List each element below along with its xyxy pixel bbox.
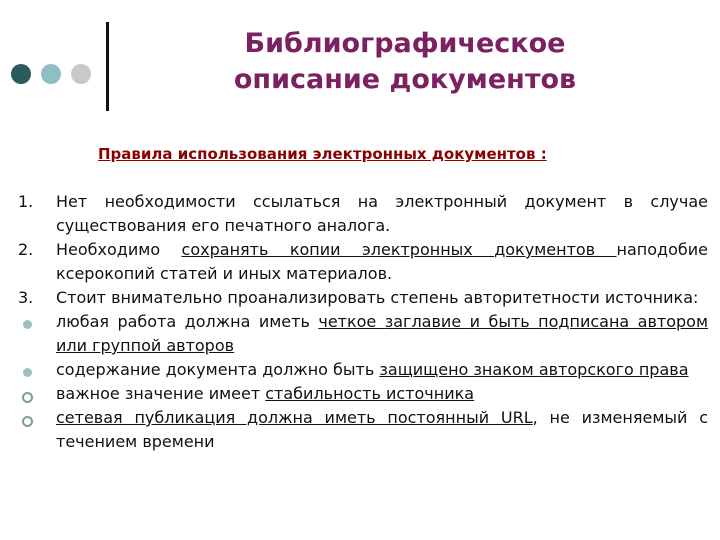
rule-item-1 — [18, 190, 708, 238]
slide-title-line-1: Библиографическое — [244, 28, 566, 59]
rule-text-underlined: подписана автором или группой авторов — [56, 312, 709, 355]
ring-bullet-icon — [22, 392, 33, 403]
rule-bullet-title-and-author — [18, 310, 708, 358]
rule-number: 3. — [18, 288, 34, 307]
slide-title-line-2: описание документов — [233, 64, 577, 95]
rule-text-underlined: знаком — [473, 360, 539, 379]
filled-bullet-icon — [23, 368, 32, 377]
slide-subtitle: Правила использования электронных документов : — [98, 145, 547, 163]
ring-bullet-icon — [22, 416, 33, 427]
decor-vertical-line — [106, 22, 109, 111]
rule-text-underlined: документов — [494, 240, 617, 259]
rule-text-underlined: заглавие — [384, 312, 470, 331]
rule-text: содержание документа должно быть — [56, 360, 380, 379]
decor-dot-teal — [41, 64, 61, 84]
rule-item-2 — [18, 238, 708, 286]
rule-text-underlined: четкое — [318, 312, 385, 331]
rule-bullet-stability — [18, 382, 708, 406]
rules-list — [18, 190, 708, 454]
rule-text: , не изменяемый с течением времени — [56, 408, 708, 451]
rule-text: наподобие ксерокопий статей и иных материалов. — [56, 240, 709, 283]
rule-text: любая работа должна иметь — [56, 312, 319, 331]
rule-text-underlined: быть — [488, 312, 539, 331]
rule-text-underlined: копии — [289, 240, 362, 259]
rule-text-underlined: и — [469, 312, 489, 331]
rule-text: важное значение имеет — [56, 384, 266, 403]
rule-bullet-copyright — [18, 358, 708, 382]
decor-dot-dark — [11, 64, 31, 84]
rule-text-underlined: сохранять — [181, 240, 290, 259]
rule-text-underlined: сетевая публикация должна иметь постоянный URL — [56, 408, 533, 427]
rule-number: 2. — [18, 240, 34, 259]
rule-text-underlined: стабильность источника — [265, 384, 475, 403]
rule-item-3 — [18, 286, 708, 310]
rule-text-underlined: авторского права — [538, 360, 689, 379]
rule-bullet-permanent-url — [18, 406, 708, 454]
rule-text-underlined: электронных — [361, 240, 495, 259]
rule-text: Нет необходимости ссылаться на электронный документ в случае существования его печатного аналога. — [56, 192, 708, 235]
rule-text: Стоит внимательно проанализировать степень авторитетности источника: — [56, 288, 699, 307]
rule-text-underlined: защищено — [379, 360, 474, 379]
filled-bullet-icon — [23, 320, 32, 329]
slide-title — [150, 26, 660, 98]
rule-number: 1. — [18, 192, 34, 211]
rule-text: Необходимо — [56, 240, 182, 259]
decor-dot-gray — [71, 64, 91, 84]
